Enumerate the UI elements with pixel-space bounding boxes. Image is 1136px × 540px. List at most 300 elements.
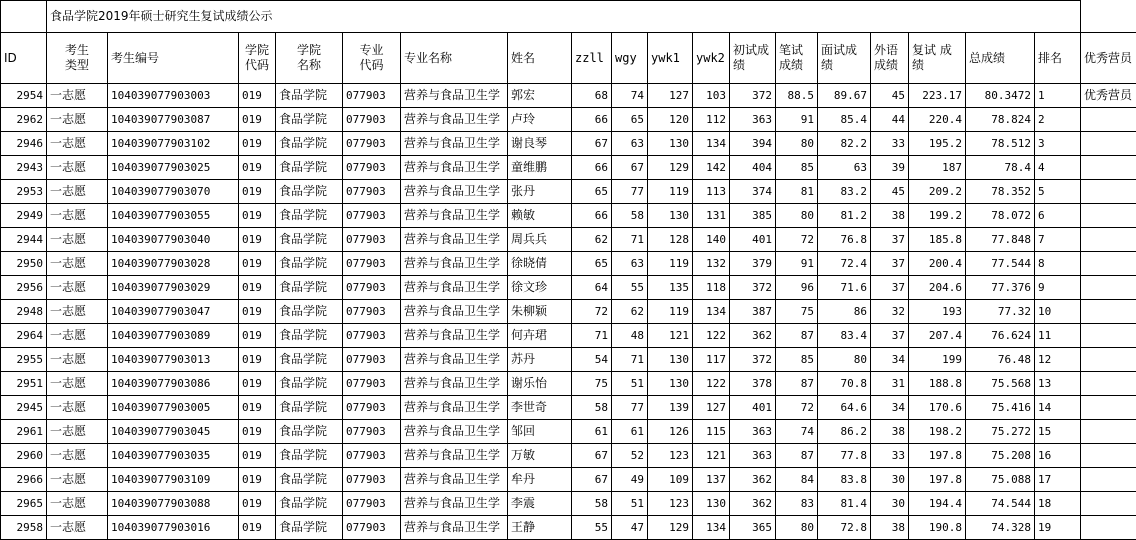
table-cell: 137 bbox=[693, 468, 730, 492]
table-cell: 营养与食品卫生学 bbox=[401, 396, 508, 420]
table-cell: 72 bbox=[776, 228, 818, 252]
table-cell bbox=[1081, 516, 1136, 540]
table-cell: 86.2 bbox=[818, 420, 871, 444]
table-cell: 104039077903005 bbox=[108, 396, 239, 420]
table-cell: 32 bbox=[871, 300, 909, 324]
table-cell: 74.544 bbox=[966, 492, 1035, 516]
table-cell: 67 bbox=[572, 468, 612, 492]
table-cell: 王静 bbox=[508, 516, 572, 540]
table-cell: 077903 bbox=[343, 228, 401, 252]
table-cell: 077903 bbox=[343, 180, 401, 204]
table-cell bbox=[1081, 300, 1136, 324]
column-header: 排名 bbox=[1035, 33, 1081, 84]
table-cell: 食品学院 bbox=[276, 324, 343, 348]
table-cell: 一志愿 bbox=[47, 204, 108, 228]
table-cell: 64.6 bbox=[818, 396, 871, 420]
table-cell: 2962 bbox=[1, 108, 47, 132]
table-cell: 67 bbox=[572, 132, 612, 156]
table-cell: 104039077903047 bbox=[108, 300, 239, 324]
table-cell: 51 bbox=[612, 492, 648, 516]
table-cell: 2956 bbox=[1, 276, 47, 300]
table-cell: 食品学院 bbox=[276, 420, 343, 444]
table-cell: 18 bbox=[1035, 492, 1081, 516]
table-cell: 食品学院 bbox=[276, 180, 343, 204]
table-cell: 363 bbox=[730, 108, 776, 132]
table-cell: 营养与食品卫生学 bbox=[401, 228, 508, 252]
table-row bbox=[1, 396, 1136, 420]
table-cell: 2961 bbox=[1, 420, 47, 444]
table-cell: 徐晓倩 bbox=[508, 252, 572, 276]
table-cell: 37 bbox=[871, 252, 909, 276]
column-header: 专业 代码 bbox=[343, 33, 401, 84]
table-cell: 75.416 bbox=[966, 396, 1035, 420]
table-cell: 卢玲 bbox=[508, 108, 572, 132]
table-cell: 2954 bbox=[1, 84, 47, 108]
table-cell: 营养与食品卫生学 bbox=[401, 324, 508, 348]
table-cell: 食品学院 bbox=[276, 516, 343, 540]
table-cell: 55 bbox=[572, 516, 612, 540]
table-cell: 65 bbox=[612, 108, 648, 132]
table-cell: 营养与食品卫生学 bbox=[401, 492, 508, 516]
table-cell: 80 bbox=[818, 348, 871, 372]
table-cell: 9 bbox=[1035, 276, 1081, 300]
table-cell: 197.8 bbox=[909, 468, 966, 492]
table-cell bbox=[1081, 132, 1136, 156]
table-cell: 72.8 bbox=[818, 516, 871, 540]
table-cell: 营养与食品卫生学 bbox=[401, 276, 508, 300]
table-cell: 10 bbox=[1035, 300, 1081, 324]
table-cell: 80 bbox=[776, 516, 818, 540]
table-cell: 204.6 bbox=[909, 276, 966, 300]
column-header: wgy bbox=[612, 33, 648, 84]
table-cell: 76.624 bbox=[966, 324, 1035, 348]
table-cell: 63 bbox=[612, 132, 648, 156]
column-header: 初试成绩 bbox=[730, 33, 776, 84]
column-header: 复试 成绩 bbox=[909, 33, 966, 84]
table-cell: 104039077903029 bbox=[108, 276, 239, 300]
table-cell: 食品学院 bbox=[276, 204, 343, 228]
table-cell: 87 bbox=[776, 324, 818, 348]
table-cell: 104039077903016 bbox=[108, 516, 239, 540]
table-cell: 91 bbox=[776, 108, 818, 132]
column-header: 总成绩 bbox=[966, 33, 1035, 84]
table-cell: 11 bbox=[1035, 324, 1081, 348]
table-cell: 104039077903055 bbox=[108, 204, 239, 228]
table-cell: 48 bbox=[612, 324, 648, 348]
table-cell: 77 bbox=[612, 396, 648, 420]
table-cell: 74.328 bbox=[966, 516, 1035, 540]
table-cell: 75.208 bbox=[966, 444, 1035, 468]
table-cell: 019 bbox=[239, 420, 276, 444]
table-cell: 362 bbox=[730, 324, 776, 348]
table-cell: 104039077903070 bbox=[108, 180, 239, 204]
table-cell: 16 bbox=[1035, 444, 1081, 468]
table-cell: 75 bbox=[572, 372, 612, 396]
table-cell: 019 bbox=[239, 156, 276, 180]
table-cell: 75.272 bbox=[966, 420, 1035, 444]
table-cell: 一志愿 bbox=[47, 84, 108, 108]
column-header: 考生编号 bbox=[108, 33, 239, 84]
table-cell: 苏丹 bbox=[508, 348, 572, 372]
table-cell: 077903 bbox=[343, 444, 401, 468]
table-cell: 123 bbox=[648, 444, 693, 468]
table-cell: 周兵兵 bbox=[508, 228, 572, 252]
table-cell: 47 bbox=[612, 516, 648, 540]
header-row bbox=[1, 33, 1136, 84]
table-cell: 75.088 bbox=[966, 468, 1035, 492]
table-cell: 2944 bbox=[1, 228, 47, 252]
table-cell: 营养与食品卫生学 bbox=[401, 252, 508, 276]
table-row bbox=[1, 444, 1136, 468]
table-cell: 食品学院 bbox=[276, 252, 343, 276]
table-cell: 郭宏 bbox=[508, 84, 572, 108]
table-cell: 104039077903087 bbox=[108, 108, 239, 132]
table-cell bbox=[1081, 108, 1136, 132]
table-cell: 195.2 bbox=[909, 132, 966, 156]
table-cell: 2948 bbox=[1, 300, 47, 324]
table-cell: 197.8 bbox=[909, 444, 966, 468]
table-cell: 77.32 bbox=[966, 300, 1035, 324]
table-cell: 3 bbox=[1035, 132, 1081, 156]
table-cell: 12 bbox=[1035, 348, 1081, 372]
table-cell: 食品学院 bbox=[276, 468, 343, 492]
table-row bbox=[1, 348, 1136, 372]
table-cell: 80.3472 bbox=[966, 84, 1035, 108]
table-cell bbox=[1081, 420, 1136, 444]
table-cell: 33 bbox=[871, 132, 909, 156]
table-cell: 2953 bbox=[1, 180, 47, 204]
table-cell: 122 bbox=[693, 324, 730, 348]
table-cell: 83.4 bbox=[818, 324, 871, 348]
table-cell: 营养与食品卫生学 bbox=[401, 180, 508, 204]
table-cell: 84 bbox=[776, 468, 818, 492]
table-cell: 126 bbox=[648, 420, 693, 444]
table-cell: 190.8 bbox=[909, 516, 966, 540]
table-cell bbox=[1081, 396, 1136, 420]
table-cell: 营养与食品卫生学 bbox=[401, 108, 508, 132]
table-cell: 37 bbox=[871, 276, 909, 300]
table-cell: 019 bbox=[239, 252, 276, 276]
table-cell: 34 bbox=[871, 396, 909, 420]
table-cell: 5 bbox=[1035, 180, 1081, 204]
table-cell: 83 bbox=[776, 492, 818, 516]
table-cell: 食品学院 bbox=[276, 108, 343, 132]
table-cell: 7 bbox=[1035, 228, 1081, 252]
table-cell: 127 bbox=[693, 396, 730, 420]
table-cell: 077903 bbox=[343, 156, 401, 180]
table-cell: 63 bbox=[612, 252, 648, 276]
table-row bbox=[1, 324, 1136, 348]
table-cell: 一志愿 bbox=[47, 396, 108, 420]
table-cell: 077903 bbox=[343, 324, 401, 348]
table-cell: 食品学院 bbox=[276, 492, 343, 516]
table-cell: 104039077903102 bbox=[108, 132, 239, 156]
table-cell: 104039077903109 bbox=[108, 468, 239, 492]
table-cell: 44 bbox=[871, 108, 909, 132]
table-cell: 何卉珺 bbox=[508, 324, 572, 348]
table-cell: 96 bbox=[776, 276, 818, 300]
table-cell: 72.4 bbox=[818, 252, 871, 276]
table-cell: 食品学院 bbox=[276, 156, 343, 180]
table-cell: 19 bbox=[1035, 516, 1081, 540]
table-cell: 51 bbox=[612, 372, 648, 396]
table-cell bbox=[1081, 444, 1136, 468]
table-cell: 379 bbox=[730, 252, 776, 276]
table-cell: 2960 bbox=[1, 444, 47, 468]
table-cell: 营养与食品卫生学 bbox=[401, 348, 508, 372]
table-cell: 188.8 bbox=[909, 372, 966, 396]
table-cell bbox=[1081, 252, 1136, 276]
table-cell: 142 bbox=[693, 156, 730, 180]
column-header: 学院 代码 bbox=[239, 33, 276, 84]
table-cell: 一志愿 bbox=[47, 276, 108, 300]
table-cell: 78.072 bbox=[966, 204, 1035, 228]
table-cell bbox=[1081, 372, 1136, 396]
table-cell: 135 bbox=[648, 276, 693, 300]
table-cell: 077903 bbox=[343, 396, 401, 420]
table-cell: 营养与食品卫生学 bbox=[401, 516, 508, 540]
table-cell: 223.17 bbox=[909, 84, 966, 108]
page-title: 食品学院2019年硕士研究生复试成绩公示 bbox=[47, 1, 1081, 33]
table-cell: 38 bbox=[871, 420, 909, 444]
table-cell: 80 bbox=[776, 132, 818, 156]
table-cell: 邹回 bbox=[508, 420, 572, 444]
table-cell: 104039077903025 bbox=[108, 156, 239, 180]
table-cell: 365 bbox=[730, 516, 776, 540]
table-cell: 谢良琴 bbox=[508, 132, 572, 156]
table-cell: 食品学院 bbox=[276, 276, 343, 300]
table-cell: 077903 bbox=[343, 492, 401, 516]
table-cell: 123 bbox=[648, 492, 693, 516]
table-cell: 71 bbox=[612, 348, 648, 372]
table-cell: 362 bbox=[730, 492, 776, 516]
table-cell: 401 bbox=[730, 228, 776, 252]
table-cell: 一志愿 bbox=[47, 228, 108, 252]
table-cell: 一志愿 bbox=[47, 132, 108, 156]
table-cell: 394 bbox=[730, 132, 776, 156]
table-cell: 食品学院 bbox=[276, 84, 343, 108]
table-cell: 2 bbox=[1035, 108, 1081, 132]
table-cell: 营养与食品卫生学 bbox=[401, 420, 508, 444]
table-cell: 378 bbox=[730, 372, 776, 396]
table-cell: 营养与食品卫生学 bbox=[401, 204, 508, 228]
blank-cell bbox=[1081, 1, 1136, 33]
table-cell: 39 bbox=[871, 156, 909, 180]
table-cell: 77.544 bbox=[966, 252, 1035, 276]
table-cell: 187 bbox=[909, 156, 966, 180]
table-row bbox=[1, 276, 1136, 300]
table-cell: 170.6 bbox=[909, 396, 966, 420]
table-cell: 83.8 bbox=[818, 468, 871, 492]
table-cell: 019 bbox=[239, 348, 276, 372]
table-cell: 77.376 bbox=[966, 276, 1035, 300]
table-cell: 209.2 bbox=[909, 180, 966, 204]
table-cell: 营养与食品卫生学 bbox=[401, 300, 508, 324]
table-cell: 营养与食品卫生学 bbox=[401, 84, 508, 108]
table-cell: 68 bbox=[572, 84, 612, 108]
column-header: 笔试成绩 bbox=[776, 33, 818, 84]
table-cell: 37 bbox=[871, 324, 909, 348]
table-cell: 14 bbox=[1035, 396, 1081, 420]
table-cell: 一志愿 bbox=[47, 420, 108, 444]
table-cell bbox=[1081, 204, 1136, 228]
table-cell: 63 bbox=[818, 156, 871, 180]
table-cell: 131 bbox=[693, 204, 730, 228]
table-cell: 194.4 bbox=[909, 492, 966, 516]
table-cell: 食品学院 bbox=[276, 228, 343, 252]
table-cell: 2949 bbox=[1, 204, 47, 228]
table-cell: 372 bbox=[730, 348, 776, 372]
table-cell: 019 bbox=[239, 204, 276, 228]
table-cell: 077903 bbox=[343, 84, 401, 108]
table-cell: 404 bbox=[730, 156, 776, 180]
table-cell: 387 bbox=[730, 300, 776, 324]
table-cell: 019 bbox=[239, 492, 276, 516]
table-cell: 77 bbox=[612, 180, 648, 204]
table-cell bbox=[1081, 156, 1136, 180]
table-cell: 85 bbox=[776, 348, 818, 372]
table-cell: 优秀营员 bbox=[1081, 84, 1136, 108]
table-cell: 130 bbox=[648, 348, 693, 372]
table-cell: 362 bbox=[730, 468, 776, 492]
table-cell: 2955 bbox=[1, 348, 47, 372]
table-cell: 一志愿 bbox=[47, 348, 108, 372]
table-cell: 万敏 bbox=[508, 444, 572, 468]
column-header: zzll bbox=[572, 33, 612, 84]
table-cell: 62 bbox=[612, 300, 648, 324]
table-cell: 103 bbox=[693, 84, 730, 108]
table-cell: 104039077903089 bbox=[108, 324, 239, 348]
table-cell: 4 bbox=[1035, 156, 1081, 180]
table-cell: 019 bbox=[239, 444, 276, 468]
table-cell: 72 bbox=[776, 396, 818, 420]
table-cell bbox=[1081, 228, 1136, 252]
table-cell: 117 bbox=[693, 348, 730, 372]
table-cell: 77.8 bbox=[818, 444, 871, 468]
table-cell: 58 bbox=[572, 492, 612, 516]
table-cell: 54 bbox=[572, 348, 612, 372]
table-cell: 121 bbox=[693, 444, 730, 468]
table-cell: 45 bbox=[871, 180, 909, 204]
table-cell: 019 bbox=[239, 276, 276, 300]
table-cell: 104039077903045 bbox=[108, 420, 239, 444]
table-cell: 67 bbox=[612, 156, 648, 180]
table-cell: 104039077903086 bbox=[108, 372, 239, 396]
table-row bbox=[1, 156, 1136, 180]
table-cell: 58 bbox=[572, 396, 612, 420]
table-cell: 112 bbox=[693, 108, 730, 132]
table-row bbox=[1, 372, 1136, 396]
table-cell bbox=[1081, 492, 1136, 516]
table-cell: 077903 bbox=[343, 132, 401, 156]
table-cell: 2943 bbox=[1, 156, 47, 180]
table-cell: 019 bbox=[239, 108, 276, 132]
table-row bbox=[1, 132, 1136, 156]
table-cell: 104039077903035 bbox=[108, 444, 239, 468]
table-cell: 赖敏 bbox=[508, 204, 572, 228]
table-row bbox=[1, 84, 1136, 108]
table-cell: 115 bbox=[693, 420, 730, 444]
table-cell: 6 bbox=[1035, 204, 1081, 228]
table-cell: 38 bbox=[871, 516, 909, 540]
column-header: 专业名称 bbox=[401, 33, 508, 84]
table-cell: 019 bbox=[239, 180, 276, 204]
table-cell: 077903 bbox=[343, 108, 401, 132]
table-cell: 一志愿 bbox=[47, 252, 108, 276]
table-cell: 67 bbox=[572, 444, 612, 468]
table-cell: 077903 bbox=[343, 516, 401, 540]
table-cell: 8 bbox=[1035, 252, 1081, 276]
table-cell: 134 bbox=[693, 516, 730, 540]
column-header: 优秀营员 bbox=[1081, 33, 1136, 84]
table-cell: 66 bbox=[572, 108, 612, 132]
table-cell: 65 bbox=[572, 252, 612, 276]
table-cell: 李震 bbox=[508, 492, 572, 516]
table-cell: 78.824 bbox=[966, 108, 1035, 132]
table-cell: 71 bbox=[612, 228, 648, 252]
table-cell: 077903 bbox=[343, 300, 401, 324]
table-cell: 109 bbox=[648, 468, 693, 492]
table-cell: 37 bbox=[871, 228, 909, 252]
table-cell: 74 bbox=[776, 420, 818, 444]
table-cell: 30 bbox=[871, 468, 909, 492]
table-cell: 食品学院 bbox=[276, 372, 343, 396]
column-header: ID bbox=[1, 33, 47, 84]
table-cell: 营养与食品卫生学 bbox=[401, 444, 508, 468]
table-row bbox=[1, 300, 1136, 324]
table-cell: 66 bbox=[572, 204, 612, 228]
table-cell: 85.4 bbox=[818, 108, 871, 132]
table-cell: 372 bbox=[730, 276, 776, 300]
table-cell: 食品学院 bbox=[276, 396, 343, 420]
table-cell: 朱柳颖 bbox=[508, 300, 572, 324]
table-cell: 077903 bbox=[343, 420, 401, 444]
column-header: 外语成绩 bbox=[871, 33, 909, 84]
column-header: ywk1 bbox=[648, 33, 693, 84]
table-cell: 019 bbox=[239, 396, 276, 420]
table-cell: 76.48 bbox=[966, 348, 1035, 372]
table-cell: 52 bbox=[612, 444, 648, 468]
table-cell: 一志愿 bbox=[47, 444, 108, 468]
table-cell: 张丹 bbox=[508, 180, 572, 204]
table-row bbox=[1, 492, 1136, 516]
table-cell: 81 bbox=[776, 180, 818, 204]
table-cell: 132 bbox=[693, 252, 730, 276]
table-cell: 一志愿 bbox=[47, 324, 108, 348]
table-cell: 104039077903040 bbox=[108, 228, 239, 252]
table-cell: 139 bbox=[648, 396, 693, 420]
table-cell: 童维鹏 bbox=[508, 156, 572, 180]
table-cell: 019 bbox=[239, 372, 276, 396]
table-cell: 李世奇 bbox=[508, 396, 572, 420]
table-row bbox=[1, 108, 1136, 132]
table-cell: 85 bbox=[776, 156, 818, 180]
table-cell: 119 bbox=[648, 180, 693, 204]
table-cell: 019 bbox=[239, 468, 276, 492]
column-header: 考生 类型 bbox=[47, 33, 108, 84]
table-cell: 34 bbox=[871, 348, 909, 372]
table-cell: 86 bbox=[818, 300, 871, 324]
table-cell bbox=[1081, 348, 1136, 372]
table-cell: 一志愿 bbox=[47, 492, 108, 516]
table-cell bbox=[1081, 324, 1136, 348]
column-header: ywk2 bbox=[693, 33, 730, 84]
table-cell: 38 bbox=[871, 204, 909, 228]
table-cell: 71.6 bbox=[818, 276, 871, 300]
table-cell: 55 bbox=[612, 276, 648, 300]
table-cell: 193 bbox=[909, 300, 966, 324]
table-row bbox=[1, 180, 1136, 204]
